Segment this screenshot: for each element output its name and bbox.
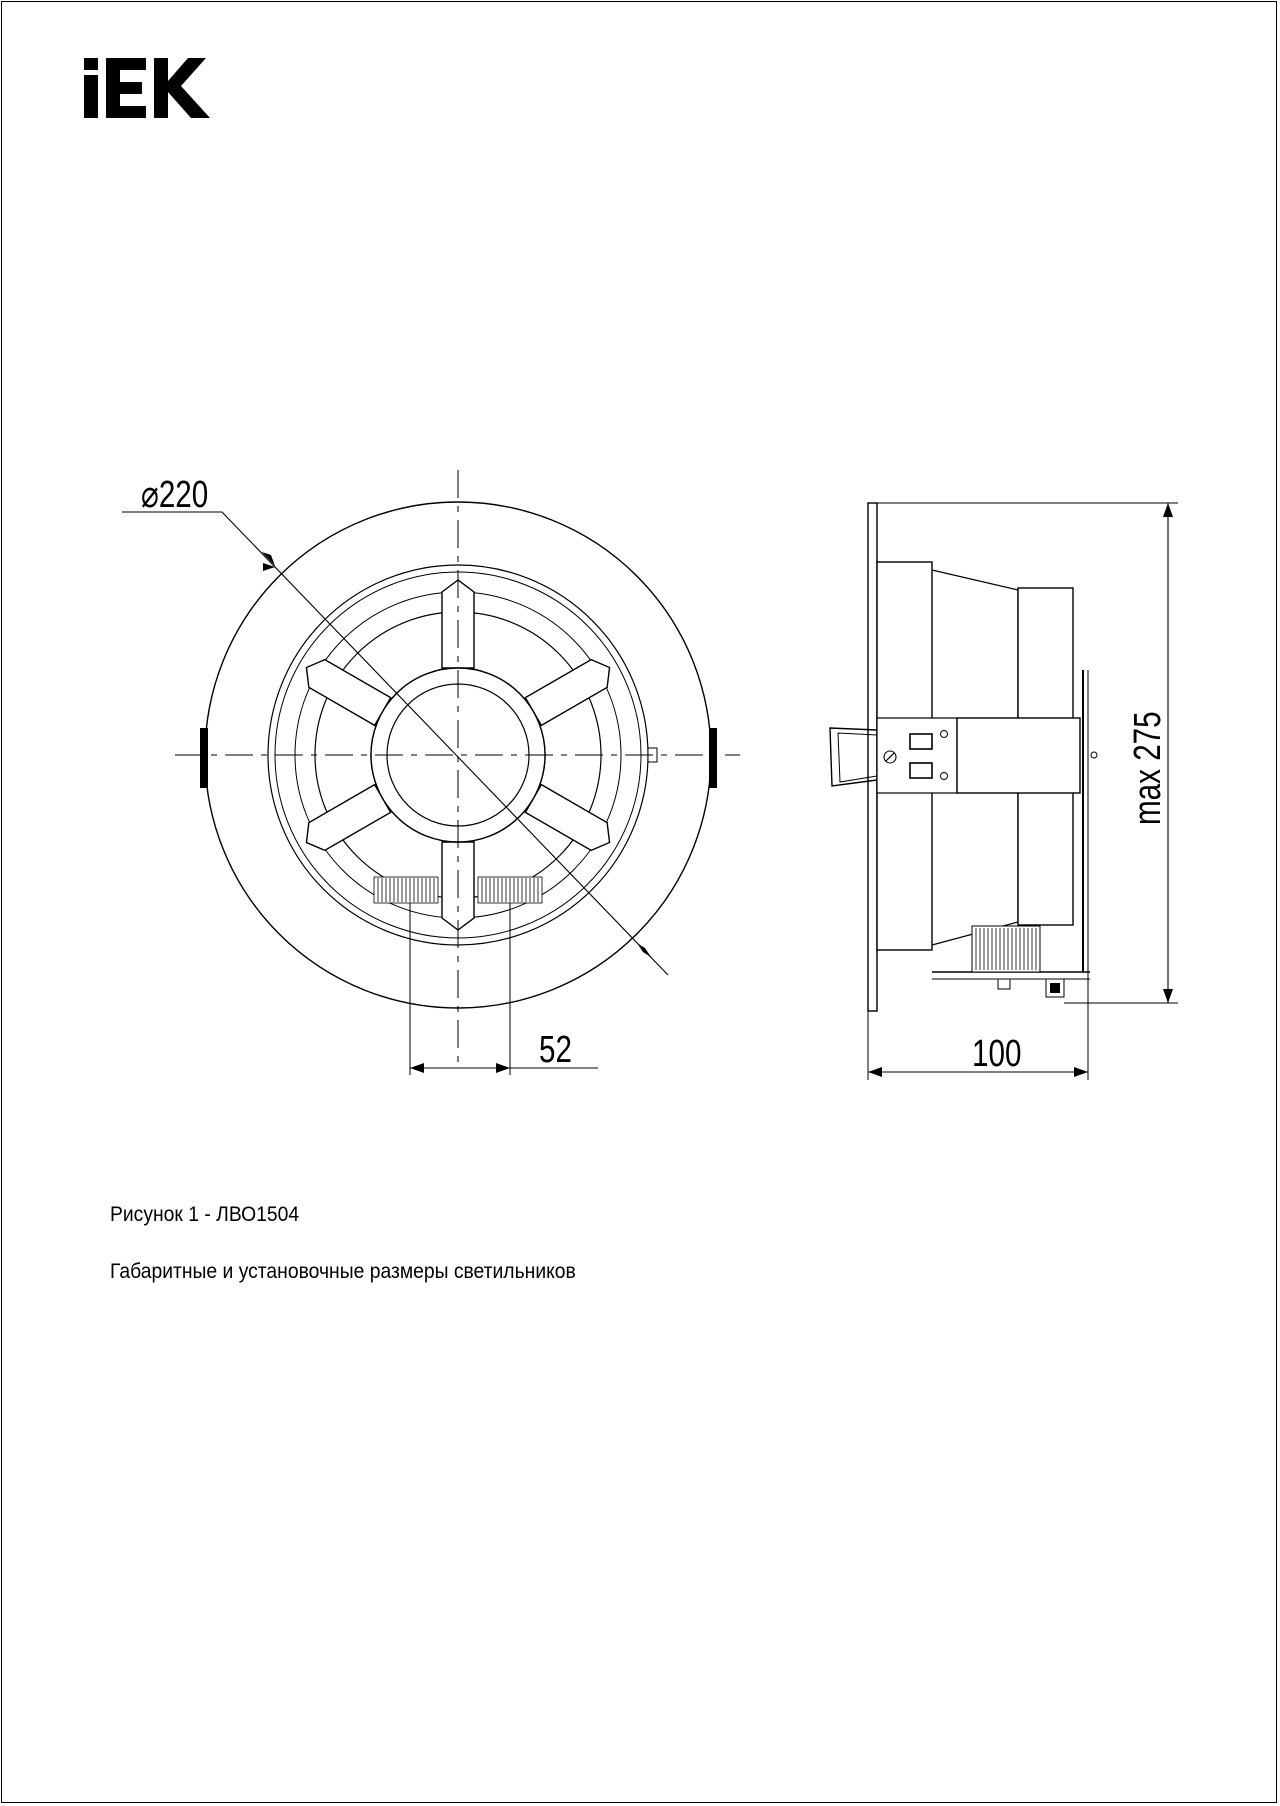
figure-description: Габаритные и установочные размеры светильников	[110, 1260, 576, 1283]
front-view	[122, 470, 740, 1075]
depth-label: 100	[971, 1032, 1022, 1075]
spacing-label: 52	[538, 1028, 572, 1071]
height-label: max 275	[1126, 711, 1169, 825]
diameter-label: ⌀220	[141, 473, 209, 516]
figure-caption: Рисунок 1 - ЛВО1504	[110, 1203, 300, 1226]
